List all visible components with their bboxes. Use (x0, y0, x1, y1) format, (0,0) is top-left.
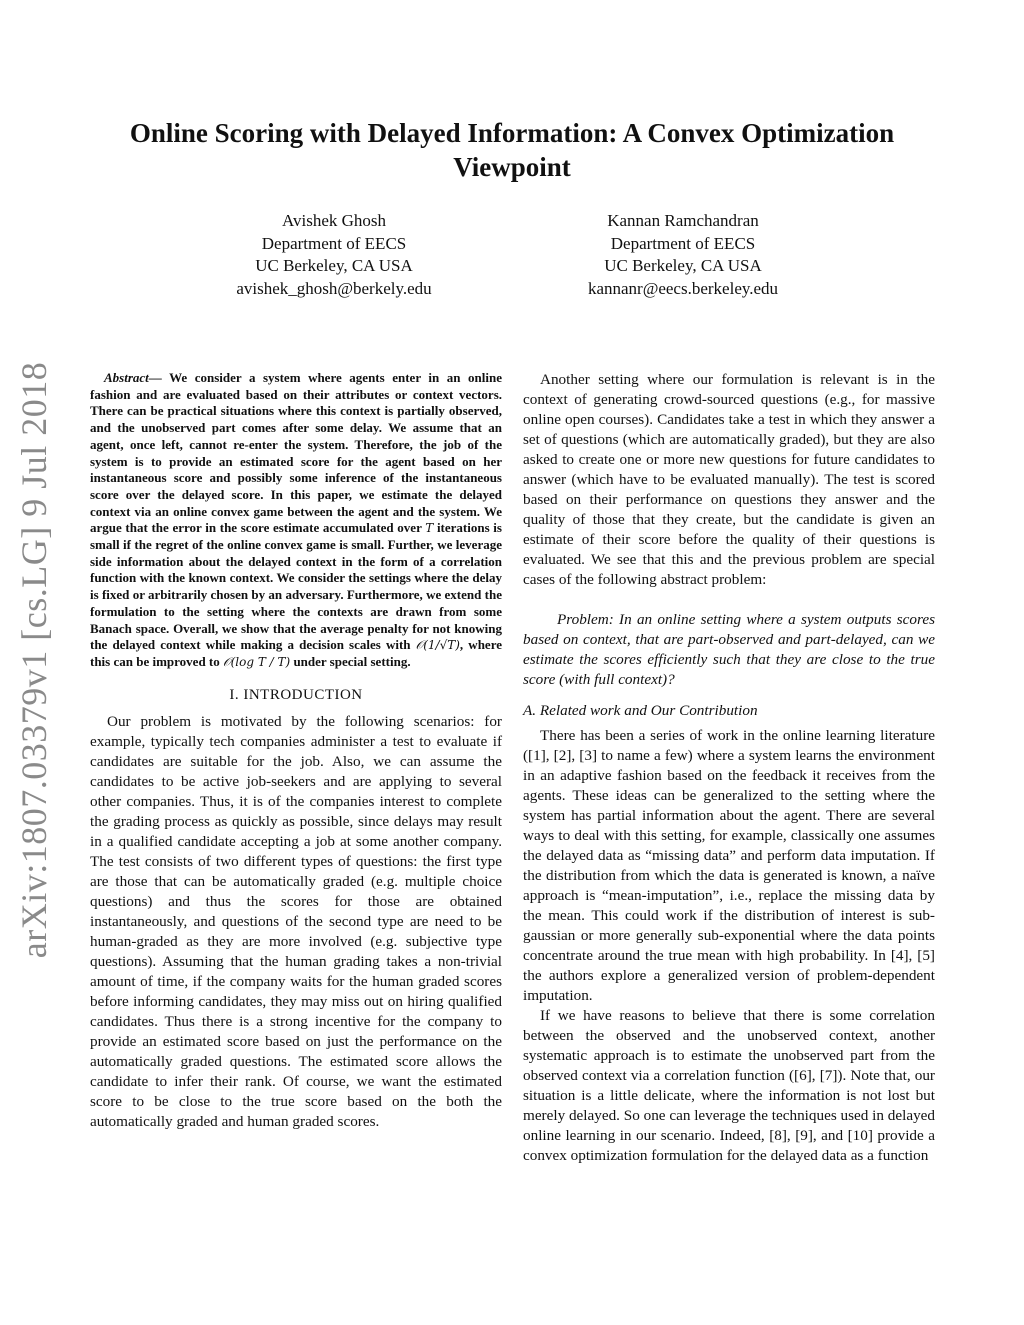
paper-title: Online Scoring with Delayed Information: A Convex Optimization Viewpoint (129, 118, 895, 182)
abstract-text-1: — We consider a system where agents enter in an online fashion and are evaluated based on their attributes or context vectors. There can be practical situations where this context is partially observed, and the unobserved part comes after some delay. We assume that an agent, once left, cannot re-enter the system. Therefore, the job of the system is to provide an estimated score for the agent based on her instantaneous score and possibly some inference of the instantaneous score over the delayed score. In this paper, we estimate the delayed context via an online convex game between the agent and the system. We argue that the error in the score estimate accumulated over (90, 370, 502, 536)
author-affiliation: UC Berkeley, CA USA (255, 256, 413, 275)
abstract-label: Abstract (104, 370, 149, 385)
math-T: T (425, 521, 434, 536)
author-name: Avishek Ghosh (281, 211, 387, 230)
section-heading-introduction: I. INTRODUCTION (229, 686, 363, 703)
left-column (90, 370, 502, 1132)
author-email: kannanr@eecs.berkeley.edu (587, 278, 779, 298)
intro-paragraph: Our problem is motivated by the following scenarios: for example, typically tech companies administer a test to evaluate if candidates are suitable for the job. Also, we can assume the candidates to be active job-seekers and are applying to several other companies. Thus, it is of the companies interest to complete the grading process as quickly as possible, since delays may result in a qualified candidate accepting a job at some another company. The test consists of two different types of questions: the first type are those that can be automatically graded (e.g. multiple choice questions) and thus the scores for those are obtained instantaneously, and questions of the second type are need to be human-graded as they are more involved (e.g. subjective type questions). Assuming that the human grading takes a non-trivial amount of time, if the company waits for the human graded scores before informing candidates, they may miss out on hiring qualified candidates. Thus there is a strong incentive for the company to provide an estimated score based on just the performance on the automatically graded questions. The estimated score allows the candidate to infer their rank. Of course, we want the estimated score to be close to the true score based on the both the automatically graded and human graded scores. (90, 712, 502, 1130)
crowdsourced-paragraph: Another setting where our formulation is relevant is in the context of generating crowd-sourced questions (e.g., for massive online open courses). Candidates take a test in which they answer a set of questions (which are automatically graded), but they are also asked to create one or more new questions for future candidates to answer (which have to be evaluated manually). The test is scored based on their performance on questions they answer and the quality of those that they create, but the candidate is given an estimate of their score before the quality of their questions is evaluated. We see that this and the previous problem are special cases of the following abstract problem: (523, 371, 935, 588)
author-name: Kannan Ramchandran (607, 211, 759, 230)
author-block-1 (184, 210, 484, 300)
abstract (90, 370, 502, 671)
related-work-paragraph-1: There has been a series of work in the online learning literature ([1], [2], [3] to name a few) where a system learns the environment in an adaptive fashion based on the feedback it receives from the agents. These ideas can be generalized to the setting where the system has partial information about the agent. There are several ways to deal with this setting, for example, classically one assumes the delayed data as “missing data” and perform data imputation. If the distribution from which the data is generated is known, a naïve approach is “mean-imputation”, i.e., replace the missing data by the mean. This could work if the distribution of interest is sub-gaussian or more generally sub-exponential where the data points concentrate around the true mean with high probability. In [4], [5] the authors explore a generalized version of problem-dependent imputation. (523, 727, 935, 1004)
math-rate-1: 𝒪(1/√T) (415, 638, 460, 653)
author-email: avishek_ghosh@berkely.edu (236, 278, 432, 298)
related-work-paragraph-2: If we have reasons to believe that there is some correlation between the observed and the unobserved context, another systematic approach is to estimate the unobserved part from the observed context via a correlation function ([6], [7]). Note that, our situation is a little delicate, where the information is not lost but merely delayed. So one can leverage the techniques used in delayed online learning in our scenario. Indeed, [8], [9], and [10] provide a convex optimization formulation for the delayed data as a function (523, 1007, 936, 1164)
author-block-2 (533, 210, 833, 300)
author-department: Department of EECS (261, 233, 407, 253)
author-affiliation: UC Berkeley, CA USA (604, 256, 762, 275)
abstract-text-3: , where this can be improved to (90, 637, 502, 669)
subsection-heading-related-work: A. Related work and Our Contribution (523, 702, 758, 719)
problem-statement: Problem: In an online setting where a system outputs scores based on context, that are part-observed and part-delayed, can we estimate the scores efficiently such that they are close to the true score (with full context)? (523, 611, 935, 688)
abstract-text-4: under special setting. (290, 653, 411, 669)
right-column (523, 370, 935, 1166)
arxiv-identifier: arXiv:1807.03379v1 [cs.LG] 9 Jul 2018 (14, 361, 54, 959)
math-rate-2: 𝒪(log T / T) (223, 654, 291, 669)
author-department: Department of EECS (610, 233, 756, 253)
abstract-text-2: iterations is small if the regret of the online convex game is small. Further, we leverage side information about the delayed context in the form of a correlation function with the known context. We consider the settings where the delay is fixed or arbitrarily chosen by an adversary. Furthermore, we extend the formulation to the setting where the contexts are drawn from some Banach space. Overall, we show that the average penalty for not knowing the delayed context while making a decision scales with (90, 520, 502, 653)
